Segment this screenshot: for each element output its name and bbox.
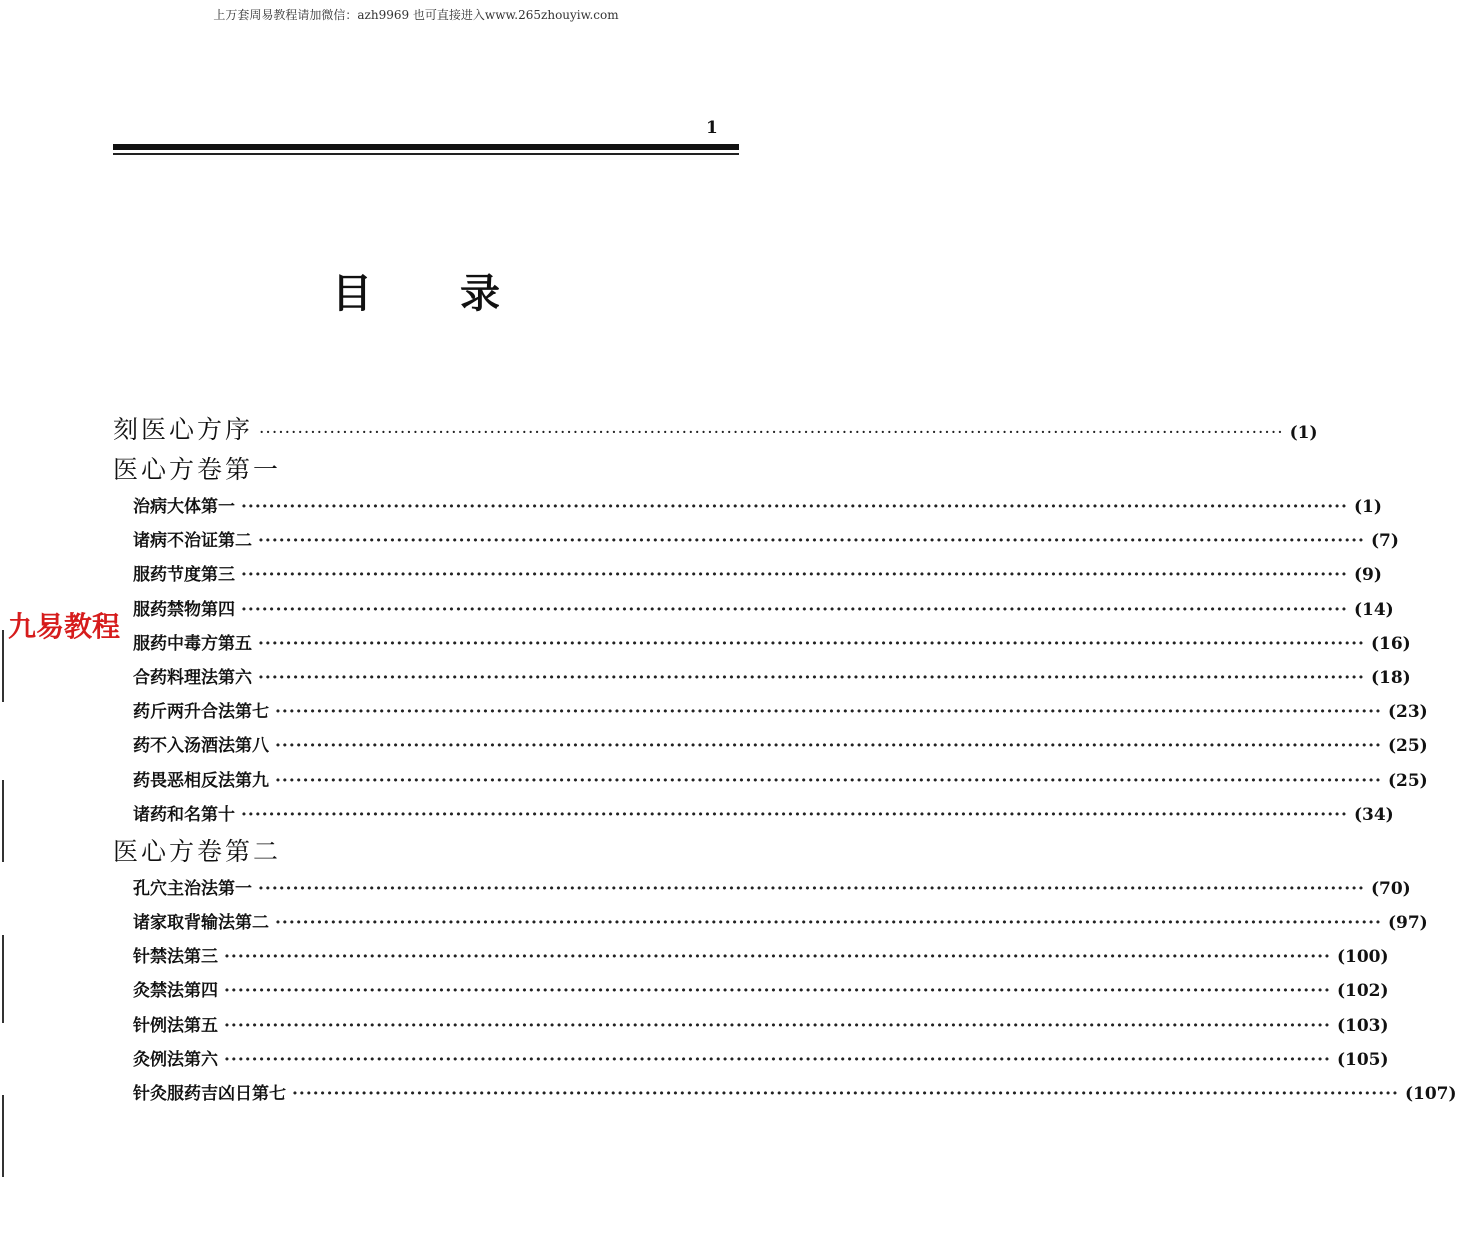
toc-entry-label: 药畏恶相反法第九 xyxy=(133,770,269,791)
toc-entry[interactable] xyxy=(113,558,1382,592)
toc-entry-label: 药不入汤酒法第八 xyxy=(133,736,269,757)
toc-leader-dots: ································································································································································ xyxy=(275,736,1382,757)
toc-entry[interactable] xyxy=(113,1009,1389,1043)
toc-entry-label: 灸例法第六 xyxy=(133,1049,218,1070)
toc-entry[interactable] xyxy=(113,940,1389,974)
header-rule-thick xyxy=(113,144,739,150)
header-rule-thin xyxy=(113,153,739,155)
scan-edge-mark xyxy=(2,935,4,1023)
toc-entry[interactable] xyxy=(113,764,1428,798)
toc-entry-page: (102) xyxy=(1336,981,1389,1002)
toc-entry-page: (103) xyxy=(1336,1015,1389,1036)
toc-entry[interactable] xyxy=(113,661,1411,695)
toc-entry-page: (100) xyxy=(1336,947,1389,968)
toc-entry-label: 灸禁法第四 xyxy=(133,981,218,1002)
watermark-logo: 九易教程 xyxy=(8,610,121,643)
toc-entry-label: 针灸服药吉凶日第七 xyxy=(133,1084,286,1104)
toc-entry[interactable] xyxy=(113,974,1389,1008)
toc-entry-page: (25) xyxy=(1387,770,1428,791)
toc-entry-label: 针例法第五 xyxy=(133,1015,218,1036)
toc-entry[interactable] xyxy=(113,593,1394,627)
toc-leader-dots: ································································································································································ xyxy=(258,531,1365,552)
toc-entry-label: 诸病不治证第二 xyxy=(133,531,252,552)
toc-entry-label: 针禁法第三 xyxy=(133,947,218,968)
toc-entry[interactable] xyxy=(113,410,1318,450)
toc-entry[interactable] xyxy=(113,695,1428,729)
toc-entry[interactable] xyxy=(113,627,1411,661)
toc-leader-dots: ································································································································································ xyxy=(275,913,1382,934)
scan-edge-mark xyxy=(2,780,4,862)
toc-leader-dots: ································································································································································ xyxy=(292,1084,1399,1104)
toc-leader-dots: ································································································································································ xyxy=(275,770,1382,791)
toc-title: 目录 xyxy=(332,270,588,317)
toc-leader-dots: ································································································································································ xyxy=(258,878,1365,899)
scan-edge-mark xyxy=(2,630,4,702)
toc-section-heading[interactable] xyxy=(113,450,739,490)
toc-entry-page: (16) xyxy=(1370,633,1411,654)
toc-entry-page: (70) xyxy=(1370,878,1411,899)
toc-entry[interactable] xyxy=(113,906,1428,940)
toc-entry-page: (25) xyxy=(1387,736,1428,757)
toc-entry-page: (1) xyxy=(1289,423,1318,443)
toc-leader-dots: ································································································································································ xyxy=(258,667,1365,688)
toc-entry-page: (18) xyxy=(1370,667,1411,688)
toc-leader-dots: ································································································································································ xyxy=(224,1049,1331,1070)
toc-entry[interactable] xyxy=(113,1077,1457,1111)
toc-entry-page: (107) xyxy=(1404,1084,1457,1104)
toc-entry-page: (105) xyxy=(1336,1049,1389,1070)
toc-entry-page: (97) xyxy=(1387,913,1428,934)
toc-leader-dots: ································································································································································ xyxy=(258,633,1365,654)
toc-entry-label: 服药节度第三 xyxy=(133,565,235,586)
toc-entry-label: 医心方卷第二 xyxy=(113,836,282,866)
top-banner: 上万套周易教程请加微信：azh9969 也可直接进入www.265zhouyiw.com xyxy=(213,8,619,22)
toc-leader-dots: ································································································································································ xyxy=(241,497,1348,517)
toc-entry-label: 药斤两升合法第七 xyxy=(133,702,269,723)
toc-leader-dots: ································································································································································ xyxy=(224,947,1331,968)
toc-leader-dots: ································································································································································ xyxy=(224,1015,1331,1036)
toc-entry-label: 服药中毒方第五 xyxy=(133,633,252,654)
toc-leader-dots: ································································································································································ xyxy=(224,981,1331,1002)
toc-entry[interactable] xyxy=(113,1043,1389,1077)
page-number: 1 xyxy=(706,118,718,138)
table-of-contents xyxy=(113,410,1457,1111)
toc-entry[interactable] xyxy=(113,872,1411,906)
toc-leader-dots: ································································································································································ xyxy=(241,599,1348,620)
toc-leader-dots: ································································································································································ xyxy=(259,423,1284,443)
toc-entry-label: 孔穴主治法第一 xyxy=(133,878,252,899)
toc-entry-label: 医心方卷第一 xyxy=(113,455,282,484)
toc-entry-label: 刻医心方序 xyxy=(113,415,254,444)
toc-entry-label: 治病大体第一 xyxy=(133,497,235,517)
toc-section-heading[interactable] xyxy=(113,832,739,872)
scan-edge-mark xyxy=(2,1095,4,1177)
toc-entry-page: (1) xyxy=(1353,497,1382,517)
toc-entry-label: 诸药和名第十 xyxy=(133,804,235,825)
toc-entry-label: 服药禁物第四 xyxy=(133,599,235,620)
toc-entry[interactable] xyxy=(113,798,1394,832)
toc-entry[interactable] xyxy=(113,490,1382,524)
toc-entry-page: (9) xyxy=(1353,565,1382,586)
toc-leader-dots: ································································································································································ xyxy=(241,804,1348,825)
toc-entry-page: (7) xyxy=(1370,531,1399,552)
toc-entry-label: 合药料理法第六 xyxy=(133,667,252,688)
toc-entry-page: (34) xyxy=(1353,804,1394,825)
toc-entry-page: (23) xyxy=(1387,702,1428,723)
toc-entry[interactable] xyxy=(113,729,1428,763)
toc-entry-page: (14) xyxy=(1353,599,1394,620)
toc-entry[interactable] xyxy=(113,524,1399,558)
toc-leader-dots: ································································································································································ xyxy=(241,565,1348,586)
toc-leader-dots: ································································································································································ xyxy=(275,702,1382,723)
toc-entry-label: 诸家取背输法第二 xyxy=(133,913,269,934)
